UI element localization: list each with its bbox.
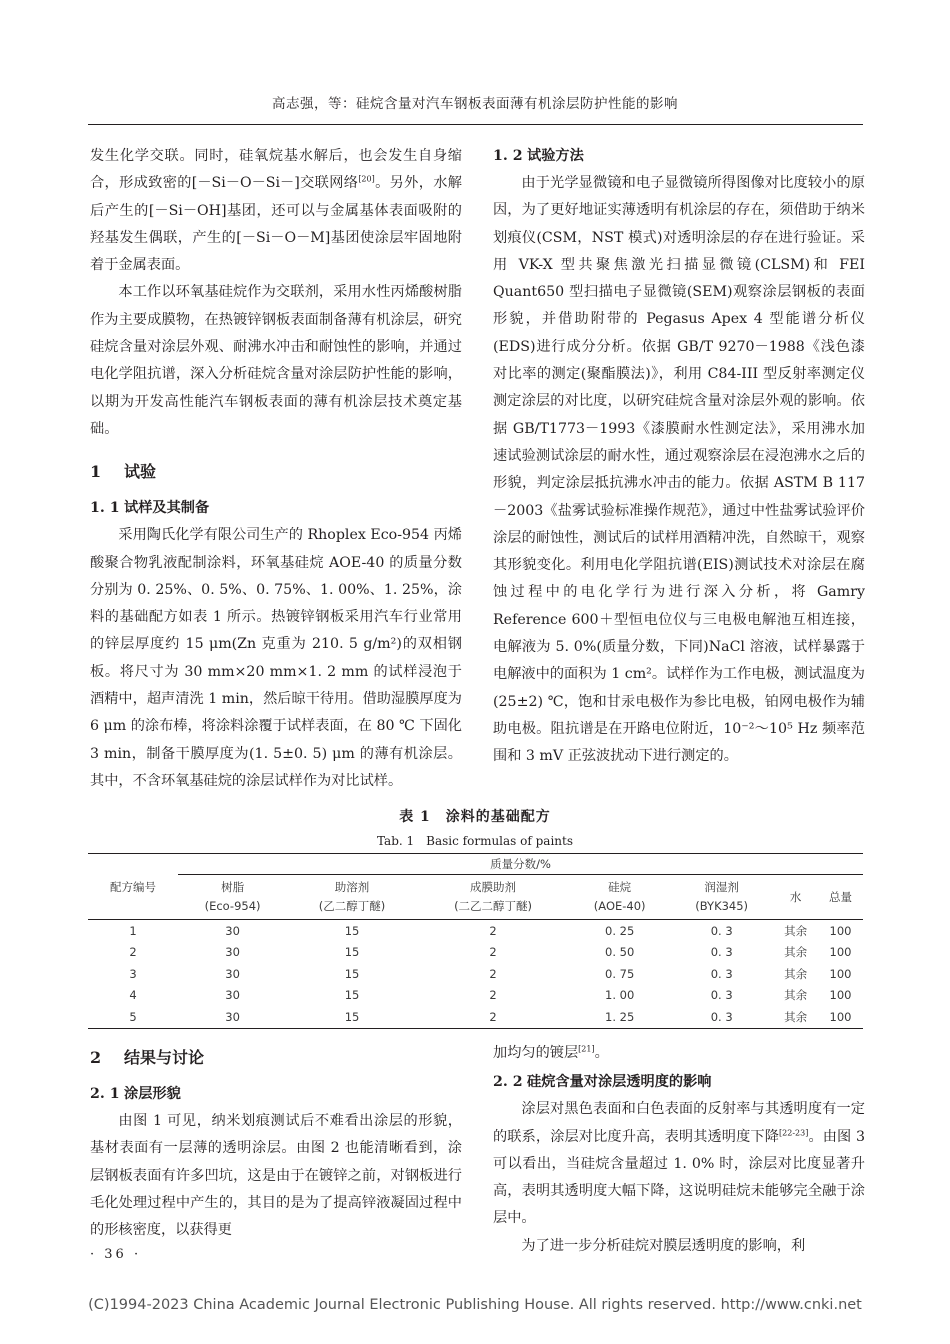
table-cell: 30 (225, 966, 240, 981)
table-row (88, 985, 863, 1007)
table-cell: 0. 50 (605, 945, 635, 960)
citation[interactable]: [22-23] (779, 1127, 809, 1137)
table-cell: 100 (818, 1006, 863, 1028)
table-row (88, 942, 863, 964)
table-cell: 其余 (784, 945, 808, 960)
table-cell: 2 (129, 945, 137, 960)
table-cell: 15 (344, 988, 360, 1003)
table-cell: 0. 3 (710, 923, 733, 938)
table-cell: 2 (489, 966, 497, 981)
table-cell: 1 (129, 923, 137, 938)
paragraph-morphology-continued: 加均匀的镀层[21]。 (493, 1044, 609, 1061)
col-header-total: 总量 (818, 875, 863, 920)
table-cell: 其余 (773, 1006, 818, 1028)
col-header-id: 配方编号 (88, 854, 178, 920)
header-rule (88, 124, 863, 125)
table-cell: 0. 75 (605, 966, 635, 981)
table-cell: 100 (829, 988, 852, 1003)
table-row (88, 963, 863, 985)
table-cell: 其余 (784, 988, 808, 1003)
running-header: 高志强，等：硅烷含量对汽车钢板表面薄有机涂层防护性能的影响 (272, 96, 678, 112)
table-cell: 2 (417, 1006, 569, 1028)
col-header-cosolvent: 助溶剂 (乙二醇丁醚) (287, 875, 417, 920)
col-header-resin: 树脂 (Eco-954) (178, 875, 287, 920)
formula-table (88, 853, 863, 1029)
table-cell: 15 (344, 945, 360, 960)
citation[interactable]: [20] (358, 174, 375, 184)
left-column-bottom (90, 1045, 462, 1244)
table-cell: 30 (225, 945, 240, 960)
left-column (90, 143, 462, 795)
table-cell: 1. 00 (605, 988, 635, 1003)
paragraph-intro-continued: 发生化学交联。同时，硅氧烷基水解后，也会发生自身缩合，形成致密的[－Si－O－Si－]交联网络[20]。另外，水解后产生的[－Si－OH]基团，还可以与金属基体表面吸附的羟基发生偶联，产生的[－Si－O－M]基团使涂层牢固地附着于金属表面。 (90, 148, 462, 274)
table-cell: 2 (489, 988, 497, 1003)
section-heading-1: 1 试验 (90, 462, 157, 482)
col-header-silane: 硅烷 (AOE-40) (569, 875, 670, 920)
section-heading-1-2: 1. 2 试验方法 (493, 148, 584, 164)
table-cell: 30 (178, 1006, 287, 1028)
table-cell: 0. 3 (710, 988, 733, 1003)
table-cell: 15 (287, 1006, 417, 1028)
citation[interactable]: [21] (578, 1044, 595, 1054)
section-heading-2-1: 2. 1 涂层形貌 (90, 1086, 181, 1102)
copyright-footer: (C)1994-2023 China Academic Journal Electronic Publishing House. All rights reserved. http://www.cnki.net (88, 1297, 862, 1313)
table-cell: 100 (829, 945, 852, 960)
paragraph-transparency-1: 涂层对黑色表面和白色表面的反射率与其透明度有一定的联系，涂层对比度升高，表明其透明度下降[22-23]。由图 3 可以看出，当硅烷含量超过 1. 0% 时，涂层对比度显著升高，表明其透明度大幅下降，这说明硅烷未能够完全融于涂层中。 (493, 1101, 865, 1227)
table-cell: 2 (489, 923, 497, 938)
table-cell: 1. 25 (569, 1006, 670, 1028)
table-cell: 其余 (784, 923, 808, 938)
section-heading-1-1: 1. 1 试样及其制备 (90, 500, 210, 517)
right-column (493, 143, 865, 771)
table-cell: 4 (129, 988, 137, 1003)
table-row (88, 920, 863, 942)
paragraph-morphology: 由图 1 可见，纳米划痕测试后不难看出涂层的形貌，基材表面有一层薄的透明涂层。由图 2 也能清晰看到，涂层钢板表面有许多凹坑，这是由于在镀锌之前，对钢板进行毛化处理过程中产生的，其目的是为了提高锌液凝固过程中的形核密度，以获得更 (90, 1113, 462, 1239)
table-cell: 0. 25 (605, 923, 635, 938)
page-number: · 36 · (90, 1247, 142, 1262)
table-cell: 30 (225, 923, 240, 938)
table-cell: 0. 3 (670, 1006, 773, 1028)
table-cell: 100 (829, 966, 852, 981)
col-header-coalescent: 成膜助剂 (二乙二醇丁醚) (417, 875, 569, 920)
paragraph-work: 本工作以环氧基硅烷作为交联剂，采用水性丙烯酸树脂作为主要成膜物，在热镀锌钢板表面制备薄有机涂层，研究硅烷含量对涂层外观、耐沸水冲击和耐蚀性的影响，并通过电化学阻抗谱，深入分析硅烷含量对涂层防护性能的影响，以期为开发高性能汽车钢板表面的薄有机涂层技术奠定基础。 (90, 284, 462, 437)
col-group-header: 质量分数/% (178, 854, 863, 875)
table-subtitle: Tab. 1 Basic formulas of paints (376, 834, 573, 848)
right-column-bottom (493, 1040, 865, 1260)
col-header-water: 水 (773, 875, 818, 920)
paragraph-methods: 由于光学显微镜和电子显微镜所得图像对比度较小的原因，为了更好地证实薄透明有机涂层的存在，须借助于纳米划痕仪(CSM，NST 模式)对透明涂层的存在进行验证。采用 VK-X 型共聚焦激光扫描显微镜(CLSM)和 FEI Quant650 型扫描电子显微镜(SEM)观察涂层钢板的表面形貌，并借助附带的 Pegasus Apex 4 型能谱分析仪(EDS)进行成分分析。依据 GB/T 9270－1988《浅色漆对比率的测定(聚酯膜法)》，利用 C84-III 型反射率测定仪测定涂层的对比度，以研究硅烷含量对涂层外观的影响。依据 GB/T1773－1993《漆膜耐水性测定法》，采用沸水加速试验测试涂层的耐水性，通过观察涂层在浸泡沸水之后的形貌，判定涂层抵抗沸水冲击的能力。依据 ASTM B 117－2003《盐雾试验标准操作规范》，通过中性盐雾试验评价涂层的耐蚀性，测试后的试样用酒精冲洗，自然晾干，观察其形貌变化。利用电化学阻抗谱(EIS)测试技术对涂层在腐蚀过程中的电化学行为进行深入分析，将 Gamry Reference 600＋型恒电位仪与三电极电解池互相连接，电解液为 5. 0%(质量分数，下同)NaCl 溶液，试样暴露于电解液中的面积为 1 cm²。试样作为工作电极，测试温度为(25±2) ℃，饱和甘汞电极作为参比电极，铂网电极作为辅助电极。阻抗谱是在开路电位附近，10⁻²～10⁵ Hz 频率范围和 3 mV 正弦波扰动下进行测定的。 (493, 175, 865, 765)
table-cell: 0. 3 (710, 945, 733, 960)
paragraph-samples: 采用陶氏化学有限公司生产的 Rhoplex Eco-954 丙烯酸聚合物乳液配制涂料，环氧基硅烷 AOE-40 的质量分数分别为 0. 25%、0. 5%、0. 75%、1. 00%、1. 25%，涂料的基础配方如表 1 所示。热镀锌钢板采用汽车行业常用的锌层厚度约 15 μm(Zn 克重为 210. 5 g/m²)的双相钢板。将尺寸为 30 mm×20 mm×1. 2 mm 的试样浸泡于酒精中，超声清洗 1 min，然后晾干待用。借助湿膜厚度为 6 μm 的涂布棒，将涂料涂覆于试样表面，在 80 ℃ 下固化 3 min，制备干膜厚度为(1. 5±0. 5) μm 的薄有机涂层。其中，不含环氧基硅烷的涂层试样作为对比试样。 (90, 527, 462, 789)
section-heading-2: 2 结果与讨论 (90, 1048, 205, 1067)
table-title: 表 1 涂料的基础配方 (399, 809, 551, 825)
table-cell: 15 (344, 966, 360, 981)
section-heading-2-2: 2. 2 硅烷含量对涂层透明度的影响 (493, 1074, 712, 1091)
col-header-wetting: 润湿剂 (BYK345) (670, 875, 773, 920)
table-cell: 100 (829, 923, 852, 938)
table-cell: 5 (88, 1006, 178, 1028)
table-cell: 其余 (784, 966, 808, 981)
table-cell: 2 (489, 945, 497, 960)
table-cell: 30 (225, 988, 240, 1003)
table-row (88, 1006, 863, 1028)
table-cell: 0. 3 (710, 966, 733, 981)
table-cell: 15 (344, 923, 360, 938)
paragraph-transparency-2: 为了进一步分析硅烷对膜层透明度的影响，利 (521, 1237, 806, 1254)
table-cell: 3 (129, 966, 137, 981)
